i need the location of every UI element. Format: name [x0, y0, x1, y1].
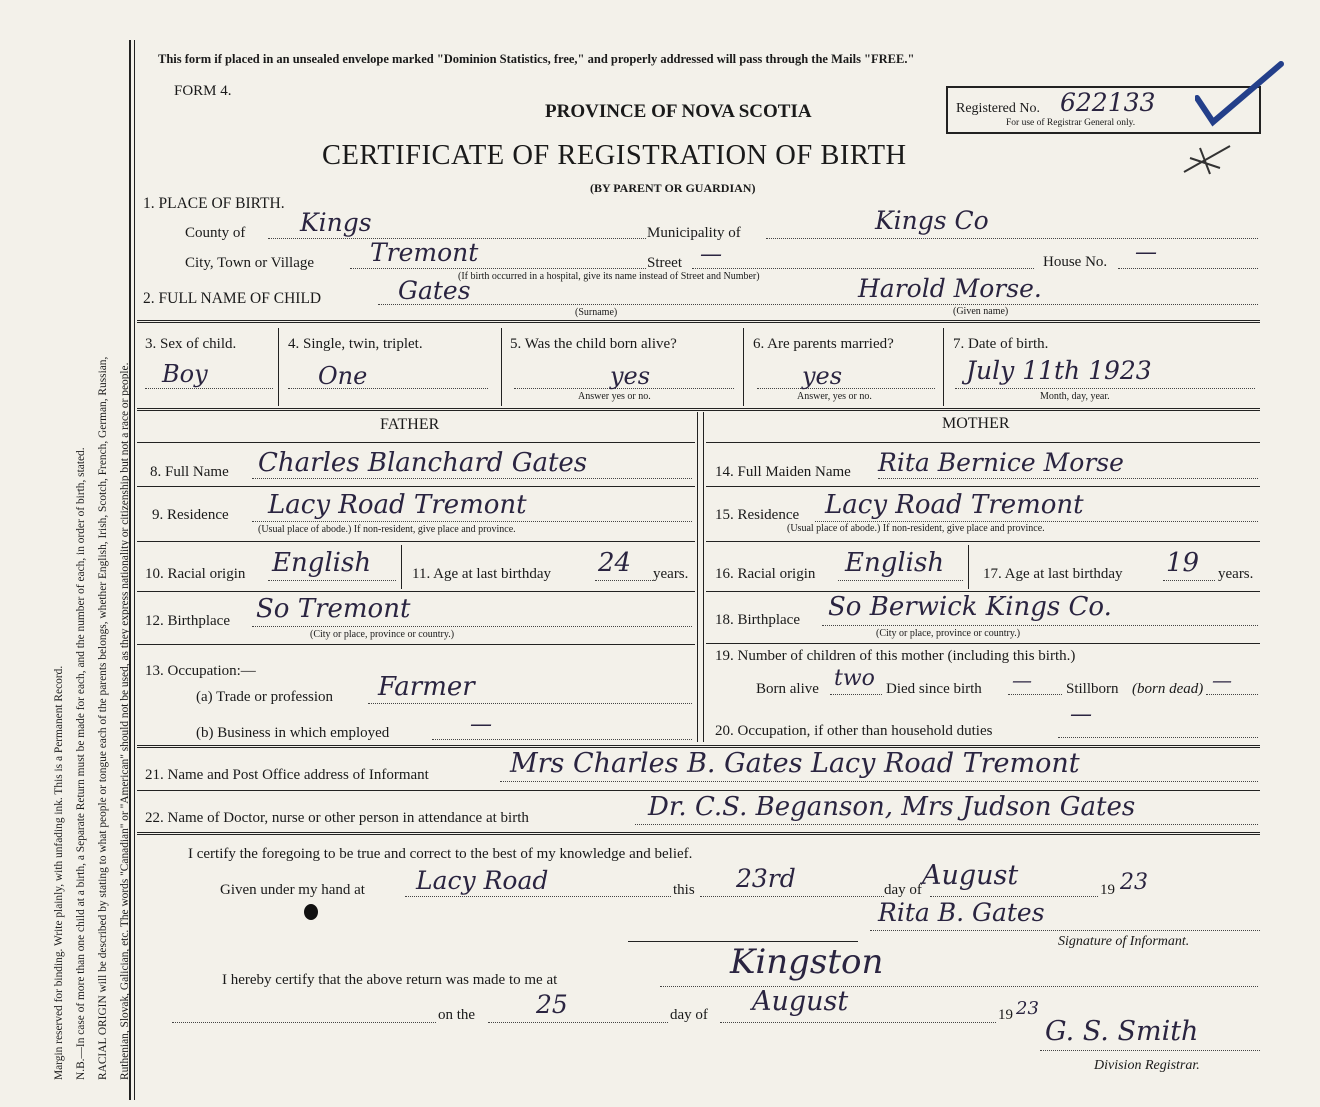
margin-instructions: [48, 40, 136, 1080]
divider: [501, 328, 502, 406]
rule: [137, 644, 695, 645]
registered-label: Registered No.: [956, 101, 1040, 116]
rule: [137, 541, 695, 542]
this-label: this: [673, 882, 695, 898]
margin-rule-inner: [134, 40, 135, 1100]
informant-value: Mrs Charles B. Gates Lacy Road Tremont: [510, 748, 1080, 779]
father-business-label: (b) Business in which employed: [196, 725, 390, 741]
plurality-value: One: [318, 362, 368, 390]
married-label: 6. Are parents married?: [753, 336, 894, 352]
father-heading: FATHER: [380, 416, 440, 433]
registrar-caption: Division Registrar.: [1094, 1058, 1200, 1073]
street-value: —: [700, 242, 722, 267]
rule: [706, 486, 1260, 487]
attendant-value: Dr. C.S. Beganson, Mrs Judson Gates: [648, 792, 1136, 822]
on-the-label: on the: [438, 1007, 476, 1023]
certification-year-value: 23: [1120, 870, 1148, 895]
registrar-leader-line: [172, 1022, 436, 1023]
father-name-field-line: [252, 478, 692, 479]
page-subtitle: (BY PARENT OR GUARDIAN): [590, 181, 756, 195]
father-age-field-line: [595, 580, 653, 581]
mother-residence-field-line: [815, 521, 1258, 522]
stamp-mark-icon: [1180, 138, 1236, 178]
registrar-place-field-line: [660, 986, 1258, 987]
child-surname: Gates: [398, 276, 471, 305]
registrar-day-of-label: day of: [670, 1007, 708, 1023]
given-label: Given under my hand at: [220, 882, 365, 898]
dob-caption: Month, day, year.: [1040, 391, 1110, 402]
municipality-field-line: [766, 238, 1258, 239]
father-residence-caption: (Usual place of abode.) If non-resident, give place and province.: [258, 524, 516, 535]
mother-residence-value: Lacy Road Tremont: [825, 490, 1084, 520]
informant-label: 21. Name and Post Office address of Informant: [145, 767, 429, 783]
divider: [943, 328, 944, 406]
registrar-year-value: 23: [1016, 998, 1039, 1019]
mother-birthplace-value: So Berwick Kings Co.: [828, 592, 1112, 622]
sex-field-line: [145, 388, 273, 389]
registrar-month-value: August: [752, 986, 849, 1017]
sex-value: Boy: [162, 360, 208, 388]
informant-field-line: [500, 781, 1258, 782]
mother-name-field-line: [878, 478, 1258, 479]
mother-birthplace-field-line: [822, 625, 1258, 626]
certification-day-of-label: day of: [884, 882, 922, 898]
father-occupation-label: 13. Occupation:—: [145, 663, 256, 679]
dob-label: 7. Date of birth.: [953, 336, 1049, 352]
mother-age-label: 17. Age at last birthday: [983, 566, 1123, 582]
given-name-caption: (Given name): [953, 306, 1009, 317]
father-residence-field-line: [252, 521, 692, 522]
given-place-field-line: [405, 896, 671, 897]
house-label: House No.: [1043, 254, 1108, 270]
registrar-day-value: 25: [536, 990, 568, 1019]
rule: [137, 591, 695, 592]
given-place-value: Lacy Road: [416, 866, 549, 895]
margin-note-racial-origin-cont: Ruthenian, Slovak, Galician, etc. The words "Canadian" or "American" should not be used, as they express nationality or citizenship but not a race or people.: [119, 362, 131, 1080]
certification-statement: I certify the foregoing to be true and correct to the best of my knowledge and belief.: [188, 846, 693, 862]
form-number: FORM 4.: [174, 83, 232, 99]
father-residence-value: Lacy Road Tremont: [268, 490, 527, 520]
mother-heading: MOTHER: [942, 415, 1010, 432]
mother-age-field-line: [1163, 580, 1215, 581]
margin-note-binding: Margin reserved for binding. Write plainly, with unfading ink. This is a Permanent Record.: [53, 665, 65, 1080]
certification-month-value: August: [922, 860, 1019, 891]
died-label: Died since birth: [886, 681, 982, 697]
father-business-value: —: [470, 712, 492, 737]
mother-age-unit: years.: [1218, 566, 1254, 582]
born-alive-field-line: [830, 694, 882, 695]
alive-label: 5. Was the child born alive?: [510, 336, 677, 352]
father-name-label: 8. Full Name: [150, 464, 229, 480]
father-birthplace-caption: (City or place, province or country.): [310, 629, 455, 640]
margin-note-racial-origin: RACIAL ORIGIN will be described by stating to what people or tongue each of the parents belongs, whether English, Irish, Scotch, French, German, Russian,: [97, 356, 109, 1080]
alive-value: yes: [610, 362, 651, 390]
father-name-value: Charles Blanchard Gates: [258, 448, 588, 478]
registrar-signature: G. S. Smith: [1045, 1016, 1199, 1047]
father-trade-label: (a) Trade or profession: [196, 689, 334, 705]
father-racial-value: English: [272, 548, 372, 578]
father-age-unit: years.: [653, 566, 689, 582]
mother-racial-value: English: [845, 548, 945, 578]
signature-field-line: [870, 930, 1260, 931]
child-given-name: Harold Morse.: [858, 274, 1042, 303]
month-field-line: [930, 896, 1098, 897]
father-trade-field-line: [368, 703, 692, 704]
stillborn-note: (born dead): [1132, 681, 1204, 697]
registrar-month-field-line: [720, 1022, 996, 1023]
mother-occupation-label: 20. Occupation, if other than household duties: [715, 723, 993, 739]
city-label: City, Town or Village: [185, 255, 315, 271]
father-birthplace-label: 12. Birthplace: [145, 613, 230, 629]
mother-birthplace-label: 18. Birthplace: [715, 612, 800, 628]
mother-name-value: Rita Bernice Morse: [878, 448, 1124, 477]
divider: [743, 328, 744, 406]
attendant-label: 22. Name of Doctor, nurse or other person in attendance at birth: [145, 810, 529, 826]
registrar-year-prefix: 19: [998, 1007, 1013, 1023]
county-value: Kings: [300, 208, 372, 237]
city-field-line: [350, 268, 646, 269]
divider: [278, 328, 279, 406]
father-age-label: 11. Age at last birthday: [412, 566, 551, 582]
registrar-note: For use of Registrar General only.: [1006, 118, 1136, 128]
ink-blot: [304, 904, 318, 920]
municipality-value: Kings Co: [875, 206, 989, 235]
divider: [697, 412, 698, 742]
child-name-label: 2. FULL NAME OF CHILD: [143, 290, 322, 307]
father-age-value: 24: [598, 548, 632, 578]
divider: [703, 412, 704, 742]
alive-caption: Answer yes or no.: [578, 391, 651, 402]
died-value: —: [1012, 668, 1032, 692]
informant-signature: Rita B. Gates: [878, 898, 1045, 927]
rule: [706, 541, 1260, 542]
stillborn-field-line: [1206, 694, 1258, 695]
margin-note-multiple-births: N.B.—In case of more than one child at a birth, a Separate Return must be made for each, and the number of each, in order of birth, stated.: [75, 447, 87, 1080]
house-field-line: [1118, 268, 1258, 269]
registrar-place-value: Kingston: [730, 942, 884, 982]
certification-year-prefix: 19: [1100, 882, 1115, 898]
born-alive-label: Born alive: [756, 681, 819, 697]
father-racial-field-line: [268, 580, 396, 581]
mother-racial-label: 16. Racial origin: [715, 566, 816, 582]
check-mark-icon: [1195, 60, 1285, 130]
mother-occupation-field-line: [1058, 737, 1258, 738]
rule-certification-top: [137, 832, 1260, 835]
registered-number: 622133: [1060, 88, 1156, 117]
father-residence-label: 9. Residence: [152, 507, 229, 523]
mother-birthplace-caption: (City or place, province or country.): [876, 628, 1021, 639]
place-of-birth-heading: 1. PLACE OF BIRTH.: [143, 195, 285, 212]
father-business-field-line: [432, 739, 692, 740]
municipality-label: Municipality of: [647, 225, 741, 241]
stillborn-label: Stillborn: [1066, 681, 1119, 697]
mail-notice: This form if placed in an unsealed envelope marked "Dominion Statistics, free," and properly addressed will pass through the Mails "FREE.": [158, 52, 915, 66]
rule: [137, 790, 1260, 791]
attendant-field-line: [635, 824, 1258, 825]
city-value: Tremont: [370, 238, 479, 267]
mother-age-value: 19: [1166, 548, 1200, 578]
registrar-signature-field-line: [1040, 1050, 1260, 1051]
divider: [968, 545, 969, 589]
married-field-line: [757, 388, 935, 389]
rule: [706, 643, 1260, 644]
province-heading: PROVINCE OF NOVA SCOTIA: [545, 101, 812, 122]
registrar-day-field-line: [488, 1022, 668, 1023]
mother-name-label: 14. Full Maiden Name: [715, 464, 851, 480]
stillborn-value: —: [1212, 668, 1232, 692]
plurality-label: 4. Single, twin, triplet.: [288, 336, 423, 352]
father-trade-value: Farmer: [378, 672, 475, 702]
sex-label: 3. Sex of child.: [145, 336, 237, 352]
divider: [401, 545, 402, 589]
day-field-line: [700, 896, 884, 897]
county-label: County of: [185, 225, 246, 241]
street-field-line: [692, 268, 1034, 269]
street-label: Street: [647, 255, 682, 271]
surname-caption: (Surname): [575, 307, 618, 318]
house-value: —: [1135, 240, 1157, 265]
father-birthplace-value: So Tremont: [256, 594, 411, 624]
registrar-statement: I hereby certify that the above return was made to me at: [222, 972, 558, 988]
rule: [706, 442, 1260, 443]
rule-child-top: [137, 320, 1260, 323]
father-birthplace-field-line: [252, 626, 692, 627]
dob-field-line: [955, 388, 1255, 389]
dob-value: July 11th 1923: [966, 356, 1152, 385]
mother-occupation-value: —: [1070, 702, 1092, 727]
rule: [137, 442, 695, 443]
father-racial-label: 10. Racial origin: [145, 566, 246, 582]
mother-racial-field-line: [838, 580, 963, 581]
margin-rule: [129, 40, 131, 1100]
certification-day-value: 23rd: [736, 864, 796, 893]
died-field-line: [1008, 694, 1062, 695]
signature-caption: Signature of Informant.: [1058, 934, 1190, 949]
married-caption: Answer, yes or no.: [797, 391, 872, 402]
rule-parents-top: [137, 408, 1260, 411]
hospital-note: (If birth occurred in a hospital, give its name instead of Street and Number): [458, 271, 760, 282]
rule: [137, 486, 695, 487]
mother-residence-caption: (Usual place of abode.) If non-resident, give place and province.: [787, 523, 1045, 534]
page-title: CERTIFICATE OF REGISTRATION OF BIRTH: [322, 140, 907, 171]
mother-children-label: 19. Number of children of this mother (including this birth.): [715, 648, 1076, 664]
married-value: yes: [802, 362, 843, 390]
mother-residence-label: 15. Residence: [715, 507, 800, 523]
child-name-field-line: [378, 304, 1258, 305]
born-alive-value: two: [834, 666, 875, 691]
